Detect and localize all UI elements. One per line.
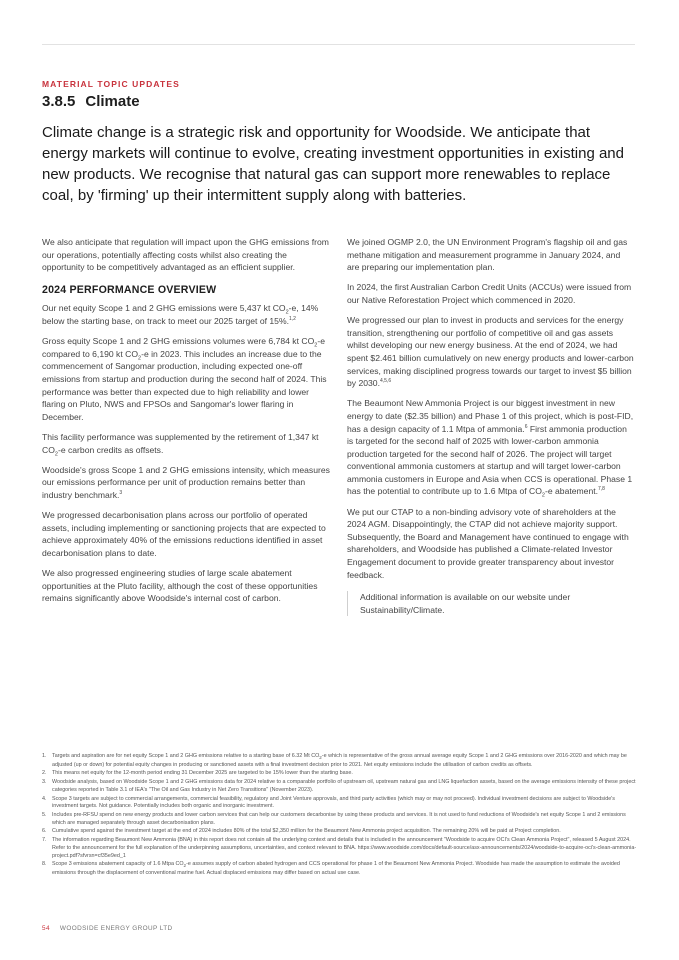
footnote: 7. The information regarding Beaumont New Ammonia (BNA) in this report does not contain all the underlying context and details that is included in the announcement "Woodside to acquire OCI's Clean Ammonia Project", released 5 August 2024. Refer to the announcement for the full explanation of the underpinning assumptions, uncertainties, and context relevant to BNA. https://www.woodside.com/docs/default-source/asx-announcements/2024/woodside-to-acquire-oci's-clean-ammonia-project.pdf?sfvrsn=cf35e9ed_1 bbox=[42, 837, 637, 859]
callout-additional-info bbox=[347, 591, 635, 616]
callout-text: Additional information is available on our website under Sustainability/Climate. bbox=[360, 592, 571, 615]
footnotes bbox=[42, 753, 638, 879]
right-column bbox=[347, 236, 635, 616]
company-name: WOODSIDE ENERGY GROUP LTD bbox=[59, 925, 173, 932]
paragraph-new-energy-investment: We progressed our plan to invest in products and services for the energy transition, strengthening our portfolio of competitive oil and gas assets whilst developing our new energy business. At the end of 2024, we had spent $2.461 billion cumulatively on new energy products and lower-carbon services, making disciplined progress towards our target to invest $5 billion by 2030.$^{4,5,6}$ bbox=[347, 315, 634, 389]
subheading-performance-overview: 2024 PERFORMANCE OVERVIEW bbox=[42, 283, 217, 296]
paragraph-decarbonisation: We progressed decarbonisation plans across our portfolio of operated assets, including implementing or sanctioning projects that are expected to achieve approximately 40% of the emissions reductions identified in asset decarbonisation plans to date. bbox=[42, 510, 326, 558]
footnote: 1. Targets and aspiration are for net equity Scope 1 and 2 GHG emissions relative to a starting base of 6.32 Mt $CO_2-e$ which is representative of the gross annual average equity Scope 1 and 2 GHG emissions over 2016-2020 and which may be adjusted (up or down) for potential equity changes in producing or sanctioned assets with a final investment decision prior to 2021. Net equity emissions include the utilisation of carbon credits as offsets. bbox=[42, 753, 627, 768]
footnote: 6. Cumulative spend against the investment target at the end of 2024 includes 80% of the total $2,350 million for the Beaumont New Ammonia project acquisition. The remaining 20% will be paid at Project completion. bbox=[42, 828, 561, 835]
paragraph-pluto-studies: We also progressed engineering studies of large scale abatement opportunities at the Pluto facility, although the cost of these opportunities remains significantly above Woodside's internal cost of carbon. bbox=[42, 568, 318, 604]
paragraph-ogmp: We joined OGMP 2.0, the UN Environment Program's flagship oil and gas methane mitigation and measurement programme in January 2024, and are preparing our implementation plan. bbox=[347, 237, 628, 273]
paragraph-accus: In 2024, the first Australian Carbon Credit Units (ACCUs) were issued from our Native Reforestation Project which commenced in 2020. bbox=[347, 282, 632, 305]
page-title bbox=[42, 93, 140, 110]
footnote: 4. Scope 3 targets are subject to commercial arrangements, commercial feasibility, regulatory and Joint Venture approvals, and third party activities (which may or may not proceed). Individual investment decisions are subject to Woodside's investment targets. Not guidance. Potentially includes both organic and inorganic investment. bbox=[42, 795, 615, 810]
top-divider bbox=[42, 44, 635, 45]
intro-statement: Climate change is a strategic risk and opportunity for Woodside. We anticipate that energy markets will continue to evolve, creating investment opportunities in existing and new products. We recognise that natural gas can support more renewables to replace coal, by 'firming' up their intermittent supply along with batteries. bbox=[42, 124, 624, 204]
section-title-text: Climate bbox=[85, 93, 140, 110]
footnote: 3. Woodside analysis, based on Woodside Scope 1 and 2 GHG emissions data for 2024 relative to a comparable portfolio of upstream oil, upstream natural gas and LNG liquefaction assets, based on the average emissions intensity of these project categories reported in Table 3.1 of IEA's "The Oil and Gas Industry in Net Zero Transitions" (November 2023). bbox=[42, 779, 636, 793]
footnote: 2. This means net equity for the 12-month period ending 31 December 2025 are targeted to be 15% lower than the starting base. bbox=[42, 770, 353, 777]
paragraph: We also anticipate that regulation will impact upon the GHG emissions from our operations, potentially affecting costs whilst also creating the opportunity to be competitively advantaged as an efficient supplier. bbox=[42, 237, 329, 273]
left-column bbox=[42, 236, 330, 612]
paragraph-gross-equity: Gross equity Scope 1 and 2 GHG emissions volumes were 6,784 kt $CO_2-e$ compared to 6,190 kt $CO_2-e$ in 2023. This includes an increase due to the commencement of Sangomar production, including expected one-off emissions from startup and production during the second half of 2024. This performance was better than expected due to high reliability and lower flaring on Pluto, NWS and FPSOs and Sangomar's lower flaring in December. bbox=[42, 336, 327, 422]
page-number: 54 bbox=[42, 925, 50, 932]
section-kicker: MATERIAL TOPIC UPDATES bbox=[42, 79, 180, 89]
paragraph-ctap: We put our CTAP to a non-binding advisory vote of shareholders at the 2024 AGM. Disappointingly, the CTAP did not achieve majority support. Subsequently, the Board and Management have continued to engage with shareholders, and Woodside has published a Climate-related Investor Engagement document to provide greater transparency about investor feedback. bbox=[347, 506, 629, 580]
paragraph-beaumont: The Beaumont New Ammonia Project is our biggest investment in new energy to date ($2.35 billion) and Phase 1 of this project, which is post-FID, has a design capacity of 1.1 Mtpa of ammonia.$^6$ First ammonia production is targeted for the second half of 2025 with lower-carbon ammonia production targeted for the second half of 2026. The project will target conventional ammonia customers at startup and will target lower-carbon ammonia customers in Europe and Asia when CCS is operational. Phase 1 has the potential to contribute up to 1.6 Mtpa of $CO_2-e$ abatement.$^{7,8}$ bbox=[347, 398, 634, 500]
paragraph-carbon-credits: This facility performance was supplemented by the retirement of 1,347 kt $CO_2-e$ carbon credits as offsets. bbox=[42, 431, 319, 458]
page-footer bbox=[42, 925, 173, 932]
footnote: 5. Includes pre-RFSU spend on new energy products and lower carbon services that can help our customers decarbonise by using these products and services. It is not used to fund reductions of Woodside's net equity Scope 1 and 2 emissions which are managed separately through asset decarbonisation plans. bbox=[42, 812, 626, 826]
paragraph-net-equity: Our net equity Scope 1 and 2 GHG emissions were 5,437 kt $CO_2-e$, 14% below the starting base, on track to meet our 2025 target of 15%.$^{1,2}$ bbox=[42, 303, 319, 326]
footnote: 8. Scope 3 emissions abatement capacity of 1.6 Mtpa $CO_2-e$ assumes supply of carbon abated hydrogen and CCS operational for phase 1 of the Beaumont New Ammonia Project. Woodside has made the assumption to estimate the avoided emissions through the displacement of conventional marine fuel. Actual displaced emissions may differ based on actual use case. bbox=[42, 861, 620, 876]
paragraph-intensity: Woodside's gross Scope 1 and 2 GHG emissions intensity, which measures our emissions performance per unit of production remains better than industry benchmark.$^3$ bbox=[42, 464, 330, 500]
section-number: 3.8.5 bbox=[42, 93, 76, 110]
